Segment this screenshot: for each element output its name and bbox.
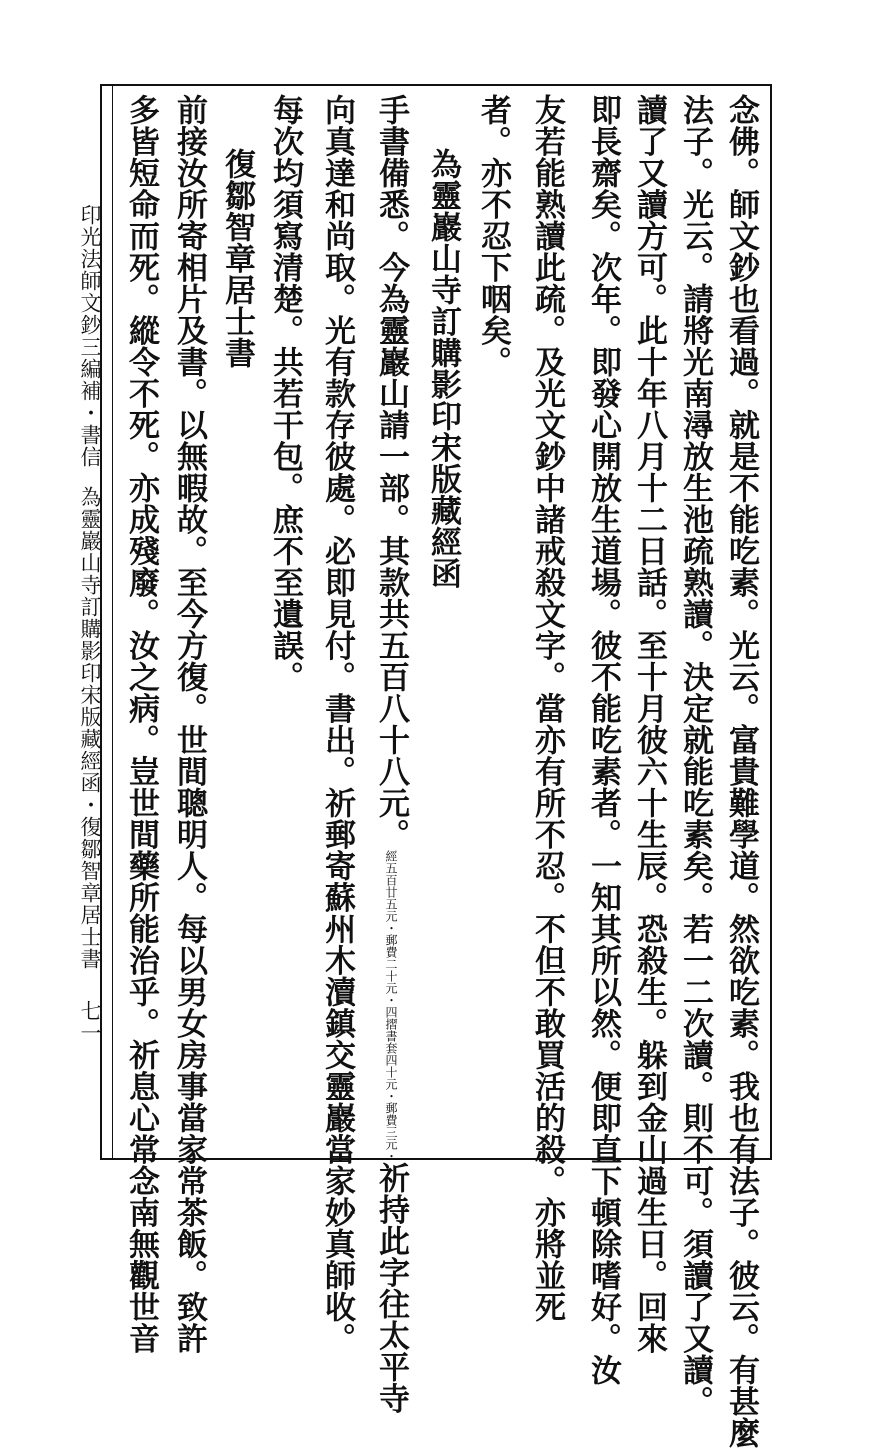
inline-note: 經五百廿五元・郵費二十元・四摺書套四十元・郵費三元・	[384, 850, 398, 1162]
top-rule	[100, 84, 772, 86]
text-column-1: 念佛。師文鈔也看過。就是不能吃素。光云。富貴難學道。然欲吃素。我也有法子。彼云。有甚麼	[723, 94, 759, 1449]
text-column-8: 向真達和尚取。光有款存彼處。必即見付。書出。祈郵寄蘇州木瀆鎮交靈巖當家妙真師收。	[319, 94, 355, 1354]
section-title: 為靈巖山寺訂購影印宋版藏經函・復鄒智章居士書	[78, 486, 102, 970]
letter-heading-2: 復鄒智章居士書	[219, 148, 255, 369]
text-column-11: 多皆短命而死。縱令不死。亦成殘廢。汝之病。豈世間藥所能治乎。祈息心常念南無觀世音	[123, 94, 159, 1354]
text-column-2: 法子。光云。請將光南潯放生池疏熟讀。決定就能吃素矣。若一二次讀。則不可。須讀了又讀。	[677, 94, 713, 1417]
text-column-5: 友若能熟讀此疏。及光文鈔中諸戒殺文字。當亦有所不忍。不但不敢買活的殺。亦將並死	[529, 94, 565, 1323]
text-column-7	[372, 94, 410, 1414]
text-column-7-tail: 祈持此字往太平寺	[373, 1162, 409, 1414]
right-rule	[770, 84, 772, 1160]
text-column-9: 每次均須寫清楚。共若干包。庶不至遺誤。	[267, 94, 303, 693]
letter-heading-1: 為靈巖山寺訂購影印宋版藏經函	[425, 148, 461, 589]
text-column-6: 者。亦不忍下咽矣。	[475, 94, 511, 378]
book-title: 印光法師文鈔三編補・書信	[78, 204, 102, 468]
text-column-3: 讀了又讀方可。此十年八月十二日話。至十月彼六十生辰。恐殺生。躲到金山過生日。回來	[631, 94, 667, 1354]
text-column-7-main: 手書備悉。今為靈巖山請一部。其款共五百八十八元。	[373, 94, 409, 850]
text-column-10: 前接汝所寄相片及書。以無暇故。至今方復。世間聰明人。每以男女房事當家常茶飯。致許	[171, 94, 207, 1354]
page-number: 七一	[78, 1000, 102, 1044]
inner-left-rule	[112, 84, 113, 1160]
text-column-4: 即長齋矣。次年。即發心開放生道場。彼不能吃素者。一知其所以然。便即直下頓除嗜好。汝	[585, 94, 621, 1386]
